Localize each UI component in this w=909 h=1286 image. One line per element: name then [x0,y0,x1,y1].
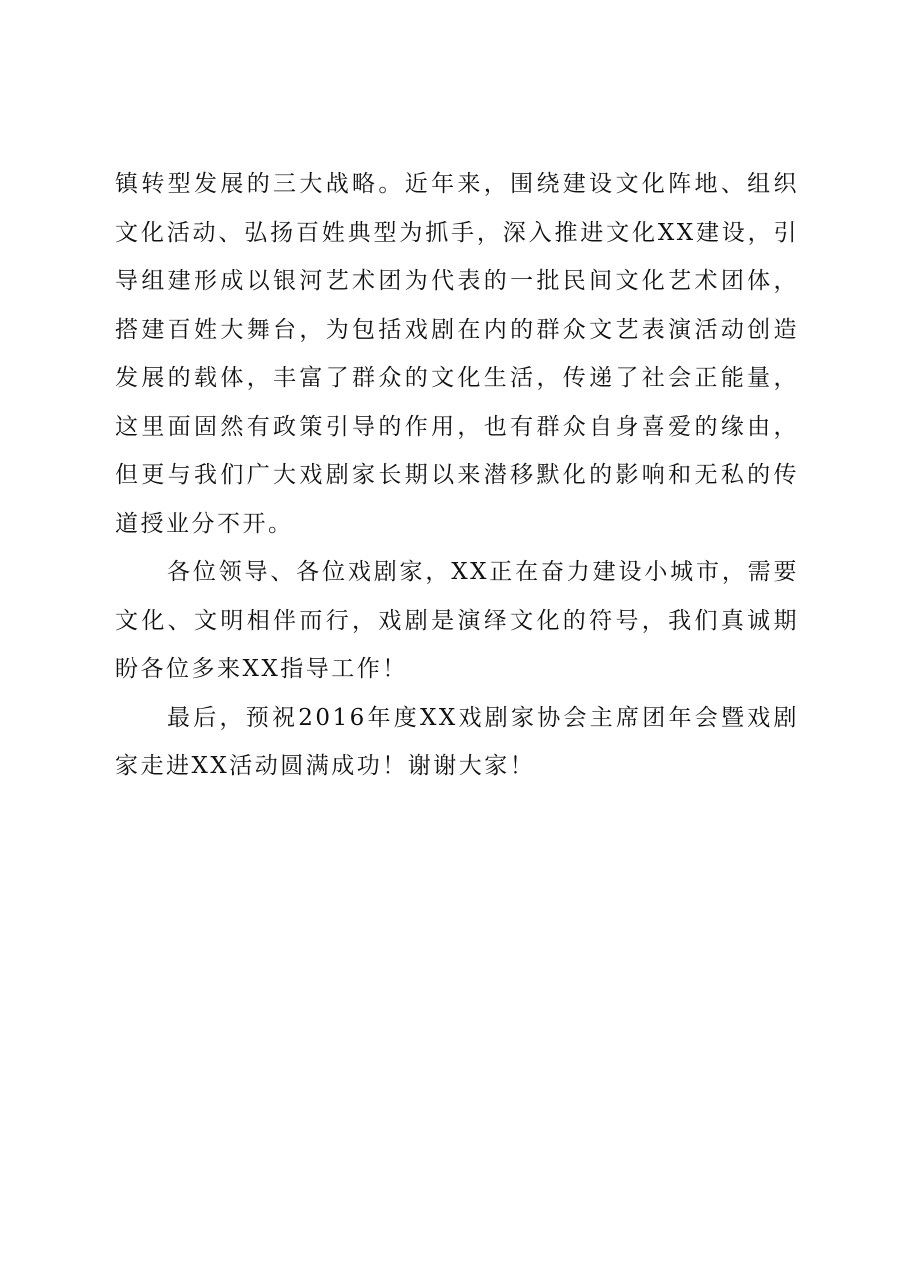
document-body [115,160,799,791]
paragraph-closing: 最后，预祝2016年度XX戏剧家协会主席团年会暨戏剧家走进XX活动圆满成功！谢谢大家！ [115,704,799,779]
paragraph-strategy: 镇转型发展的三大战略。近年来，围绕建设文化阵地、组织文化活动、弘扬百姓典型为抓手，深入推进文化XX建设，引导组建形成以银河艺术团为代表的一批民间文化艺术团体，搭建百姓大舞台，为包括戏剧在内的群众文艺表演活动创造发展的载体，丰富了群众的文化生活，传递了社会正能量，这里面固然有政策引导的作用，也有群众自身喜爱的缘由，但更与我们广大戏剧家长期以来潜移默化的影响和无私的传道授业分不开。 [115,171,799,537]
paragraph-invitation: 各位领导、各位戏剧家，XX正在奋力建设小城市，需要文化、文明相伴而行，戏剧是演绎文化的符号，我们真诚期盼各位多来XX指导工作！ [115,559,799,682]
